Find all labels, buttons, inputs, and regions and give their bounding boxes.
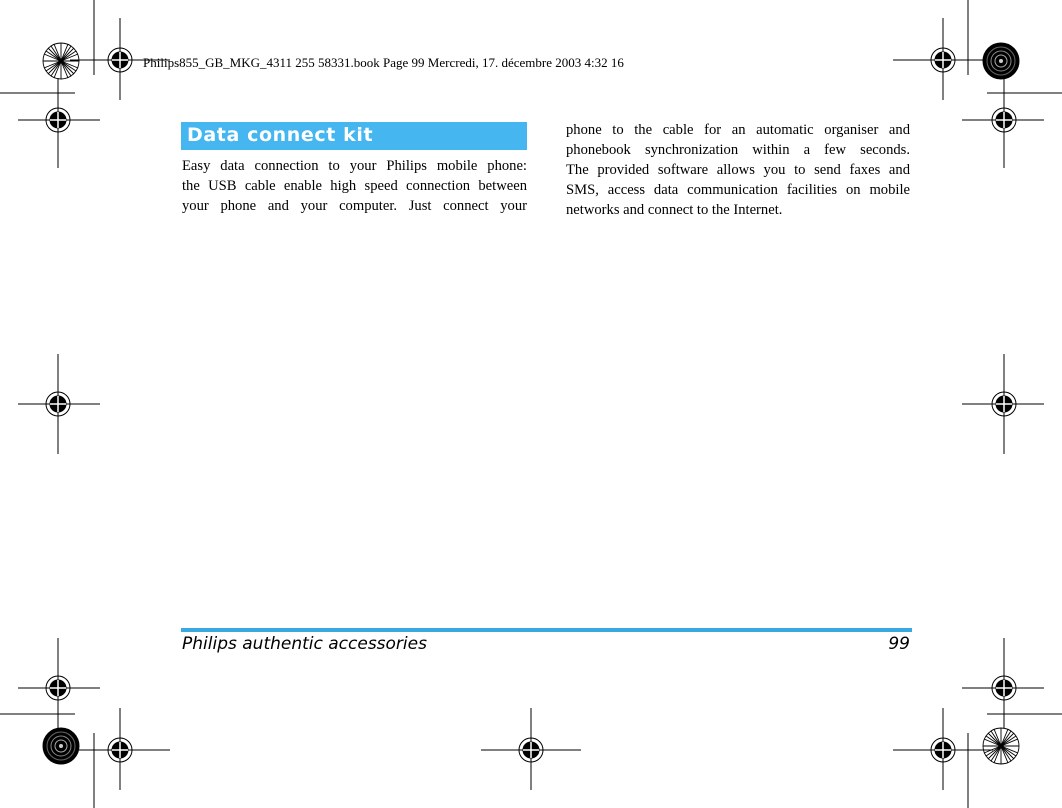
text-line: phone to the cable for an automatic organiser and [566,122,910,138]
print-header: Philips855_GB_MKG_4311 255 58331.book Page 99 Mercredi, 17. décembre 2003 4:32 16 [143,55,624,70]
registration-target-icon [18,78,100,168]
text-line: the USB cable enable high speed connection between [182,178,527,194]
body-text-left-column [182,156,527,216]
registration-target-icon [18,354,100,454]
registration-target-icon [70,708,170,790]
section-title: Data connect kit [187,124,374,146]
text-line: your phone and your computer. Just connect your [182,198,527,214]
text-line: SMS, access data communication facilities on mobile [566,182,910,198]
footer-chapter-title: Philips authentic accessories [182,634,427,654]
text-line: The provided software allows you to send faxes and [566,162,910,178]
starburst-mark-icon [43,43,79,79]
footer-rule [181,628,912,632]
registration-target-icon [481,708,581,790]
concentric-mark-icon [43,728,79,764]
text-line: networks and connect to the Internet. [566,202,783,218]
starburst-mark-icon [983,728,1019,764]
registration-target-icon [893,708,993,790]
registration-target-icon [962,78,1044,168]
page-number: 99 [888,634,910,654]
text-line: Easy data connection to your Philips mobile phone: [182,158,527,174]
body-text-right-column [566,120,910,220]
text-line: phonebook synchronization within a few seconds. [566,142,910,158]
concentric-mark-icon [983,43,1019,79]
registration-target-icon [893,18,993,100]
registration-target-icon [962,354,1044,454]
